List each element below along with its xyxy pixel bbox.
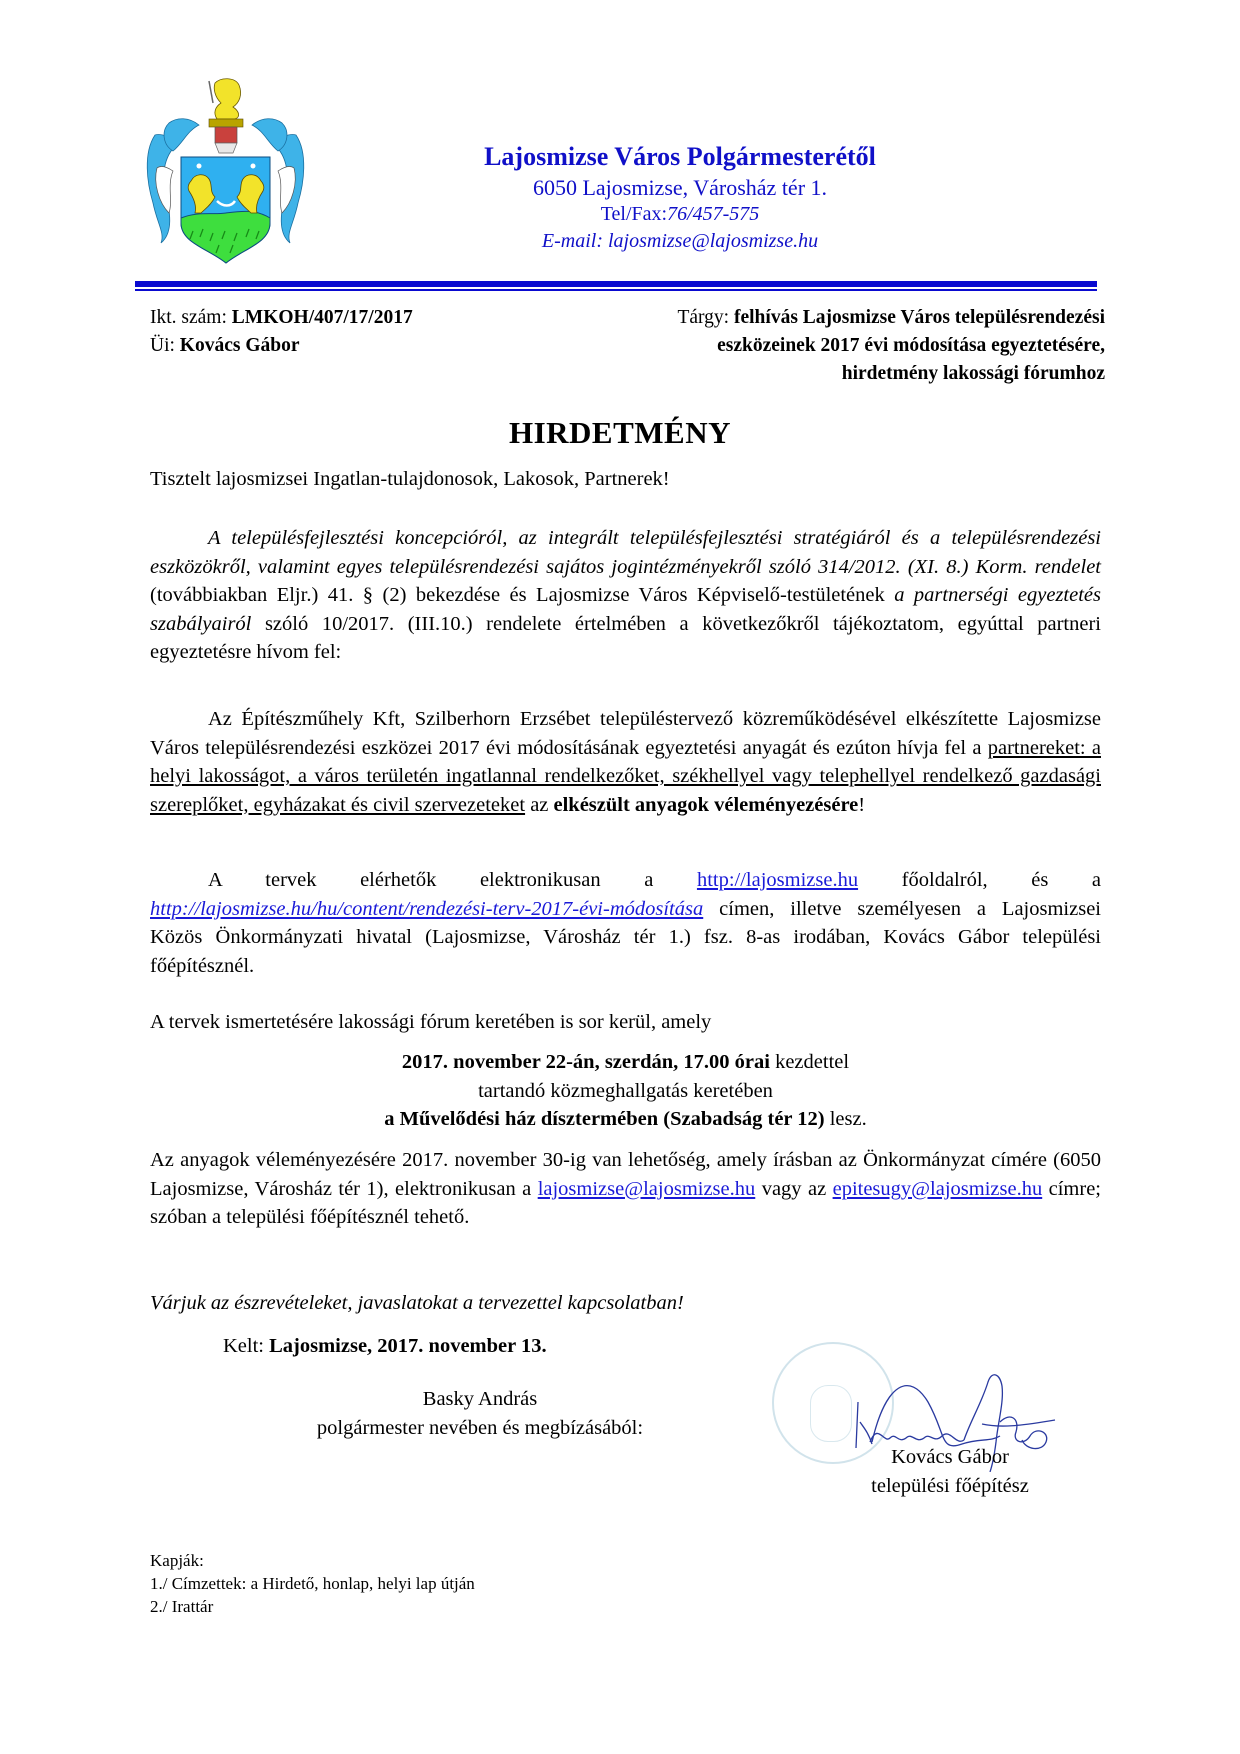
header-rule-thick [135,281,1097,287]
paragraph-comments [150,1146,1101,1232]
mayor-role: polgármester nevében és megbízásából: [316,1416,644,1439]
case-officer-value: Kovács Gábor [179,335,300,356]
distribution-item: 2./ Irattár [150,1597,214,1616]
architect-signatory [800,1443,1100,1500]
event-type-line: tartandó közmeghallgatás keretében [478,1079,773,1102]
header-rule-thin [135,289,1097,291]
p3-text-b: főoldalról, és a [858,869,1102,891]
email-lajosmizse-link[interactable]: lajosmizse@lajosmizse.hu [537,1177,756,1200]
event-details [150,1048,1101,1134]
distribution-label: Kapják: [150,1551,204,1570]
p1-text-a: (továbbiakban Eljr.) 41. § (2) bekezdése és Lajosmizse Város Képviselő-testületének [150,584,895,606]
subject-label: Tárgy: [677,307,734,328]
letterhead-email: E-mail: lajosmizse@lajosmizse.hu [541,230,819,252]
email-epitesugy-link[interactable]: epitesugy@lajosmizse.hu [832,1177,1043,1200]
greeting: Tisztelt lajosmizsei Ingatlan-tulajdonosok, Lakosok, Partnerek! [150,468,670,490]
event-venue-suffix: lesz. [824,1108,867,1130]
event-venue-line [150,1105,1101,1134]
event-datetime: 2017. november 22-án, szerdán, 17.00 órai [401,1051,770,1073]
file-number-label: Ikt. szám: [150,307,232,328]
paragraph-availability [150,866,1101,980]
coat-of-arms-icon [143,73,308,265]
date-label: Kelt: [223,1335,270,1357]
paragraph-legal-basis [150,524,1101,667]
document-title: HIRDETMÉNY [508,415,731,450]
p2-bold: elkészült anyagok véleményezésére [553,793,859,816]
subject-block [560,304,1105,388]
homepage-link[interactable]: http://lajosmizse.hu [696,869,859,891]
case-officer-label: Üi: [150,335,180,356]
paragraph-forum: A tervek ismertetésére lakossági fórum keretében is sor kerül, amely [150,1011,712,1033]
subject-line-3 [560,360,1105,388]
closing-sentence: Várjuk az észrevételeket, javaslatokat a tervezettel kapcsolatban! [150,1292,684,1314]
regulation-title: a partnerségi egyeztetés szabályairól [150,584,1101,635]
mayor-signatory [280,1385,680,1442]
p5-text-b: vagy az [755,1177,833,1200]
letterhead-title: Lajosmizse Város Polgármesterétől [484,142,876,171]
architect-name: Kovács Gábor [891,1446,1009,1468]
letterhead-phone [440,203,920,226]
subject-line-1 [560,304,1105,332]
mayor-name: Basky András [422,1388,538,1410]
file-number [150,304,413,332]
decree-title: A településfejlesztési koncepcióról, az integrált településfejlesztési stratégiáról és a településrendezési eszközökről, valamint egyes településrendezési sajátos jogintézményekről szóló 314/2012. (XI. 8.) Korm. rendelet [150,527,1101,578]
date-value: Lajosmizse, 2017. november 13. [269,1335,547,1357]
plan-page-link[interactable]: http://lajosmizse.hu/hu/content/rendezési-terv-2017-évi-módosítása [150,897,704,920]
subject-text-3: hirdetmény lakossági fórumhoz [841,363,1105,384]
p3-text-c: címen, illetve személyesen a Lajosmizsei Közös Önkormányzati hivatal (Lajosmizse, Városház tér 1.) fsz. 8-as irodában, Kovács Gábor települési főépítésznél. [150,897,1101,977]
subject-text-2: eszközeinek 2017 évi módosítása egyeztetésére, [717,335,1105,356]
p1-text-c: szóló 10/2017. (III.10.) rendelete értelmében a következőkről tájékoztatom, egyúttal partneri egyeztetésre hívom fel: [150,612,1101,663]
phone-value: 76/457-575 [667,203,760,225]
p5-text-c: címre; szóban a települési főépítésznél tehető. [150,1177,1101,1228]
file-number-value: LMKOH/407/17/2017 [231,307,413,328]
phone-label: Tel/Fax: [600,203,668,225]
p5-text-a: Az anyagok véleményezésére 2017. november 30-ig van lehetőség, amely írásban az Önkormányzat címére (6050 Lajosmizse, Városház tér 1), elektronikusan a [150,1149,1101,1200]
reference-left [150,304,413,360]
letterhead-address: 6050 Lajosmizse, Városház tér 1. [532,175,828,200]
architect-role: települési főépítész [871,1474,1029,1497]
p3-text-a: A tervek elérhetők elektronikusan a [208,869,697,891]
stamp-crest-icon [810,1385,852,1442]
subject-line-2 [560,332,1105,360]
event-date-line [150,1048,1101,1077]
issue-date [223,1335,547,1358]
p2-text-c: ! [858,793,866,816]
distribution-list [150,1549,475,1618]
subject-text-1: felhívás Lajosmizse Város településrendezési [733,307,1105,328]
p2-text-a: Az Építészműhely Kft, Szilberhorn Erzsébet településtervező közreműködésével elkészítette Lajosmizse Város településrendezési eszközei 2017 évi módosításának egyeztetési anyagát és ezúton hívja fel a [150,708,1101,759]
partners-list: partnereket: a helyi lakosságot, a város területén ingatlannal rendelkezőket, székhellyel vagy telephellyel rendelkező gazdasági szereplőket, egyházakat és civil szervezeteket [150,736,1101,816]
event-venue: a Művelődési ház dísztermében (Szabadság tér 12) [384,1108,825,1130]
paragraph-invitation [150,705,1101,819]
event-start-suffix: kezdettel [769,1051,850,1073]
case-officer [150,332,413,360]
distribution-item: 1./ Címzettek: a Hirdető, honlap, helyi lap útján [150,1574,475,1593]
p2-text-b: az [525,793,554,816]
